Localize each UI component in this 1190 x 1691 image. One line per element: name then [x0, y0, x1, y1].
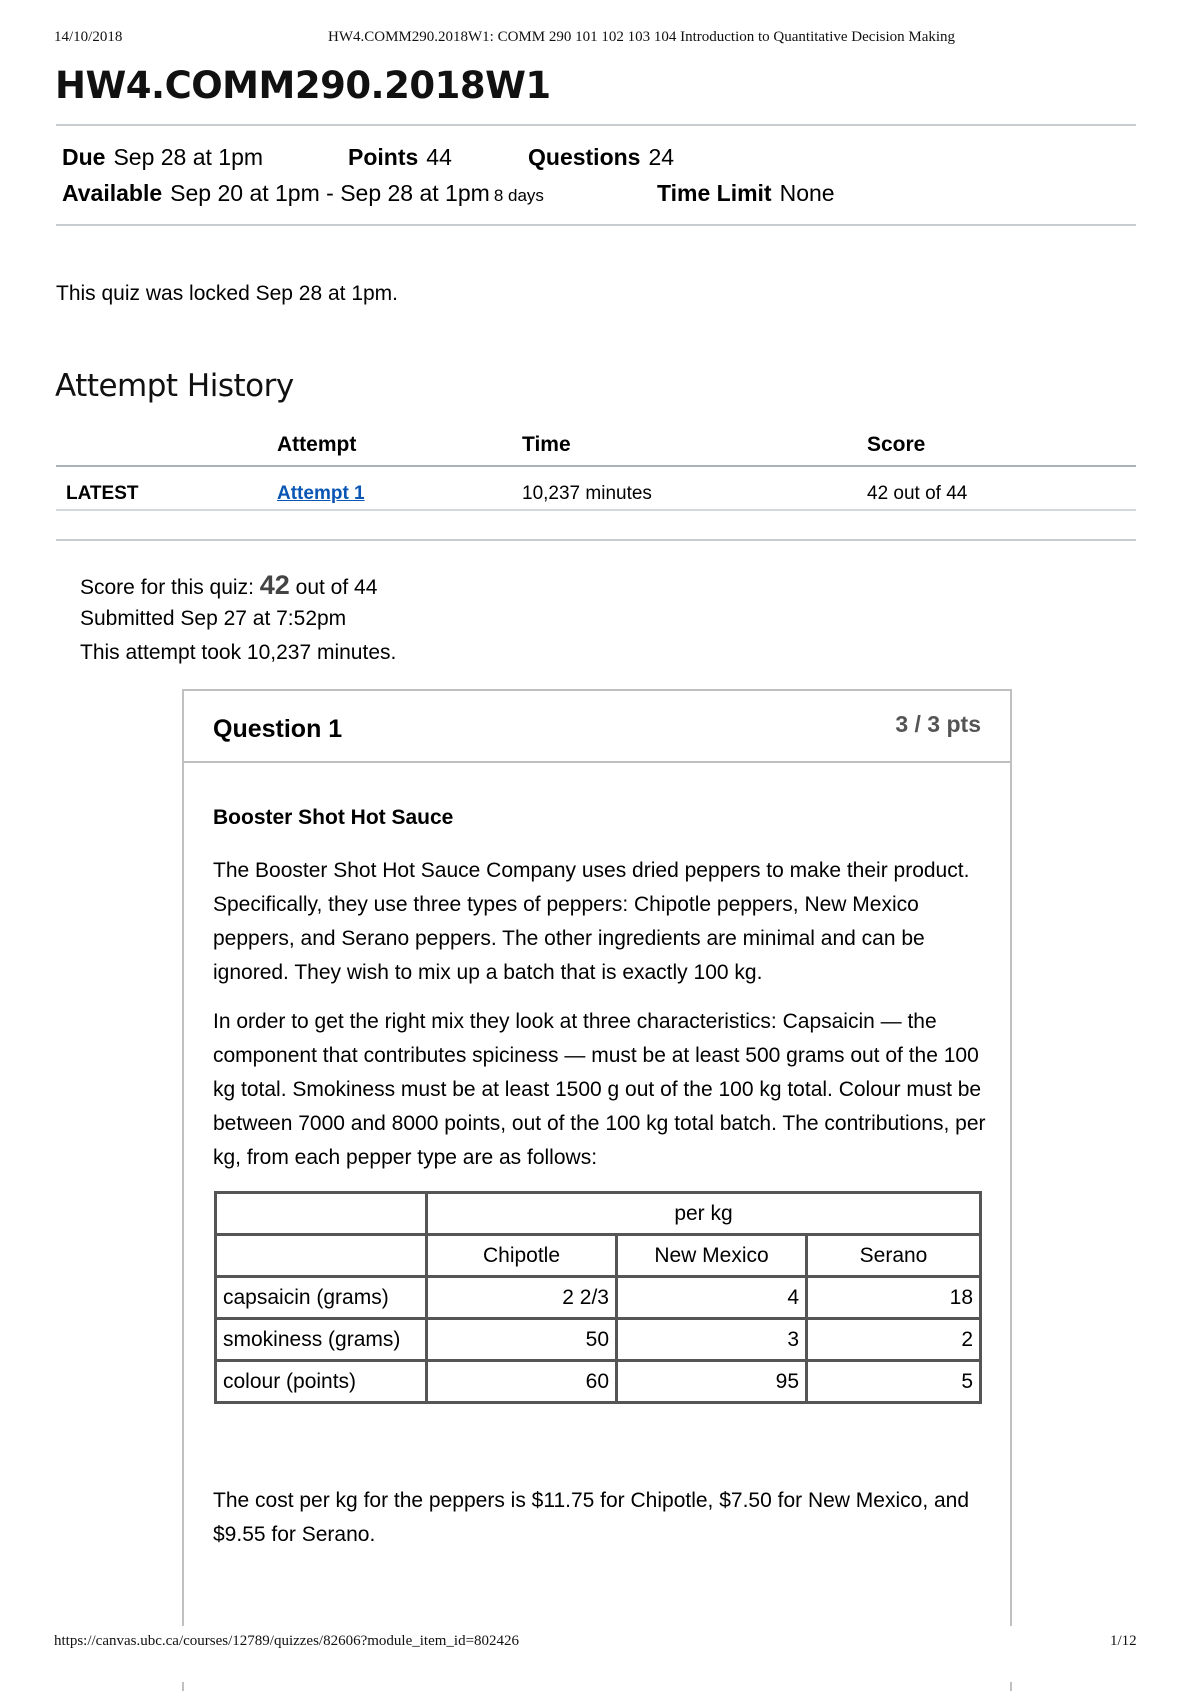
- table-cell: 4: [617, 1277, 807, 1319]
- question-title: Question 1: [213, 715, 343, 743]
- attempt-duration: This attempt took 10,237 minutes.: [80, 641, 397, 664]
- page-title: HW4.COMM290.2018W1: [55, 64, 551, 107]
- attempt-score: 42 out of 44: [867, 483, 968, 504]
- header-divider: [56, 465, 1136, 467]
- question-paragraph-2: In order to get the right mix they look at three characteristics: Capsaicin — the component that contributes spiciness — must be at least 500 grams out of the 100 kg total. Smokiness must be at least 1500 g out of the 100 kg total. Colour must be between 7000 and 8000 points, out of the 100 kg total batch. The contributions, per kg, from each pepper type are as follows:: [213, 1010, 986, 1169]
- table-cell: 18: [807, 1277, 981, 1319]
- row-label: smokiness (grams): [216, 1319, 427, 1361]
- table-cell: 60: [427, 1361, 617, 1403]
- available-duration: 8 days: [493, 186, 544, 205]
- table-row: [216, 1277, 981, 1319]
- divider: [56, 224, 1136, 226]
- empty-cell: [216, 1193, 427, 1235]
- question-points: 3 / 3 pts: [895, 711, 981, 737]
- score-summary: [80, 570, 377, 601]
- time-limit-label: Time Limit: [657, 180, 772, 206]
- questions-info: [528, 144, 674, 171]
- table-cell: 50: [427, 1319, 617, 1361]
- column-header-attempt: Attempt: [277, 433, 357, 456]
- table-cell: 2 2/3: [427, 1277, 617, 1319]
- time-limit-info: [657, 180, 835, 207]
- divider: [56, 124, 1136, 126]
- points-value: 44: [426, 144, 452, 170]
- table-cell: 5: [807, 1361, 981, 1403]
- column-header-serano: Serano: [807, 1235, 981, 1277]
- question-card: [182, 689, 1012, 1691]
- latest-badge: LATEST: [66, 483, 139, 504]
- divider: [56, 539, 1136, 541]
- empty-cell: [216, 1235, 427, 1277]
- question-paragraph-3: The cost per kg for the peppers is $11.75 for Chipotle, $7.50 for New Mexico, and $9.55 for Serano.: [213, 1489, 970, 1546]
- attempt-1-link[interactable]: Attempt 1: [277, 483, 365, 504]
- score-prefix: Score for this quiz:: [80, 576, 254, 599]
- table-column-header-row: [216, 1235, 981, 1277]
- table-row: [216, 1319, 981, 1361]
- column-header-time: Time: [522, 433, 571, 456]
- points-info: [348, 144, 452, 171]
- column-header-chipotle: Chipotle: [427, 1235, 617, 1277]
- column-header-new-mexico: New Mexico: [617, 1235, 807, 1277]
- question-header: [184, 691, 1010, 763]
- print-doc-title: HW4.COMM290.2018W1: COMM 290 101 102 103 104 Introduction to Quantitative Decision Making: [328, 29, 956, 45]
- row-label: capsaicin (grams): [216, 1277, 427, 1319]
- row-label: colour (points): [216, 1361, 427, 1403]
- time-limit-value: None: [779, 180, 835, 206]
- question-paragraph-1: The Booster Shot Hot Sauce Company uses dried peppers to make their product. Specifically, they use three types of peppers: Chipotle peppers, New Mexico peppers, and Serano peppers. The other ingredients are minimal and can be ignored. They wish to mix up a batch that is exactly 100 kg.: [213, 859, 970, 984]
- question-subtitle: Booster Shot Hot Sauce: [213, 806, 454, 829]
- attempt-time: 10,237 minutes: [522, 483, 652, 504]
- due-value: Sep 28 at 1pm: [113, 144, 264, 170]
- score-value: 42: [259, 570, 290, 600]
- questions-label: Questions: [528, 144, 641, 170]
- available-value: Sep 20 at 1pm - Sep 28 at 1pm: [170, 180, 490, 206]
- print-date: 14/10/2018: [54, 29, 123, 45]
- available-info: [62, 180, 544, 207]
- score-suffix: out of 44: [295, 576, 378, 599]
- table-group-header-row: [216, 1193, 981, 1235]
- due-info: [62, 144, 263, 171]
- print-footer-url: https://canvas.ubc.ca/courses/12789/quizzes/82606?module_item_id=802426: [54, 1633, 520, 1649]
- due-label: Due: [62, 144, 106, 170]
- print-footer-page: 1/12: [1110, 1633, 1137, 1649]
- row-divider: [56, 509, 1136, 511]
- submitted-time: Submitted Sep 27 at 7:52pm: [80, 607, 347, 630]
- column-header-score: Score: [867, 433, 926, 456]
- group-header-per-kg: per kg: [427, 1193, 981, 1235]
- table-row: [216, 1361, 981, 1403]
- table-cell: 3: [617, 1319, 807, 1361]
- table-cell: 95: [617, 1361, 807, 1403]
- locked-message: This quiz was locked Sep 28 at 1pm.: [56, 282, 399, 305]
- points-label: Points: [348, 144, 419, 170]
- attempt-history-title: Attempt History: [55, 368, 294, 404]
- pepper-contributions-table: [214, 1191, 982, 1404]
- table-cell: 2: [807, 1319, 981, 1361]
- available-label: Available: [62, 180, 163, 206]
- questions-value: 24: [648, 144, 675, 170]
